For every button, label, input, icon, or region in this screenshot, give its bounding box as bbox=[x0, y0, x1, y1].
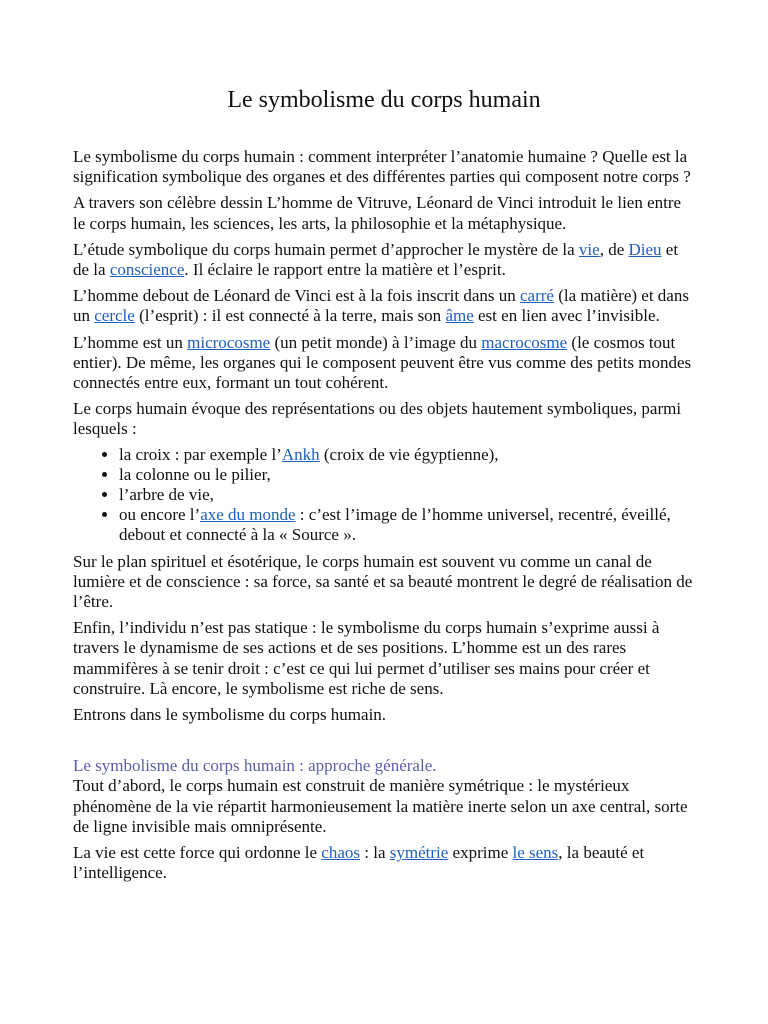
text-segment: (l’esprit) : il est connecté à la terre, mais son bbox=[134, 306, 446, 326]
vitruve-paragraph: A travers son célèbre dessin L’homme de Vitruve, Léonard de Vinci introduit le lien entre le corps humain, les sciences, les arts, la philosophie et la métaphysique. bbox=[73, 193, 682, 233]
spiritual-paragraph: Sur le plan spirituel et ésotérique, le corps humain est souvent vu comme un canal de lumière et de conscience : sa force, sa santé et sa beauté montrent le degré de réalisation de l’être. bbox=[73, 551, 693, 612]
enter-paragraph: Entrons dans le symbolisme du corps humain. bbox=[73, 705, 387, 725]
representations-paragraph: Le corps humain évoque des représentations ou des objets hautement symboliques, parmi lesquels : bbox=[73, 399, 682, 439]
link-chaos[interactable]: chaos bbox=[321, 843, 360, 863]
text-segment: L’étude symbolique du corps humain permet d’approcher le mystère de la bbox=[73, 239, 579, 259]
standing-man-paragraph bbox=[73, 286, 695, 326]
text-segment: (croix de vie égyptienne), bbox=[319, 444, 499, 464]
dynamism-paragraph: Enfin, l’individu n’est pas statique : le symbolisme du corps humain s’exprime aussi à travers le dynamisme de ses actions et de ses positions. L’homme est un des rares mammifères à se tenir droit : c’est ce qui lui permet d’utiliser ses mains pour créer et construire. Là encore, le symbolisme est riche de sens. bbox=[73, 618, 660, 698]
link-microcosme[interactable]: microcosme bbox=[187, 332, 271, 352]
symbols-list bbox=[73, 445, 695, 546]
microcosm-paragraph bbox=[73, 333, 695, 394]
link-axe-du-monde[interactable]: axe du monde bbox=[200, 505, 296, 525]
study-paragraph bbox=[73, 240, 695, 280]
symmetry-paragraph: Tout d’abord, le corps humain est construit de manière symétrique : le mystérieux phénomène de la vie répartit harmonieusement la matière inerte selon un axe central, sorte de ligne invisible mais omniprésente. bbox=[73, 776, 688, 836]
link-ankh[interactable]: Ankh bbox=[281, 444, 320, 464]
list-item: • l’arbre de vie, bbox=[119, 485, 695, 505]
text-segment: , de bbox=[599, 239, 629, 259]
text-segment: L’homme est un bbox=[73, 332, 188, 352]
text-segment: : c’est l’image de l’homme universel, recentré, éveillé, debout et connecté à la « Source ». bbox=[119, 505, 671, 545]
link-macrocosme[interactable]: macrocosme bbox=[481, 332, 568, 352]
life-force-paragraph bbox=[73, 843, 695, 883]
text-segment: (la matière) et dans un bbox=[73, 286, 689, 326]
list-item bbox=[119, 505, 695, 545]
link-vie[interactable]: vie bbox=[578, 239, 600, 259]
link-carre[interactable]: carré bbox=[520, 286, 554, 306]
text-segment: L’homme debout de Léonard de Vinci est à la fois inscrit dans un bbox=[73, 286, 521, 306]
link-le-sens[interactable]: le sens bbox=[512, 843, 559, 863]
text-segment: . Il éclaire le rapport entre la matière et l’esprit. bbox=[184, 260, 506, 280]
text-segment: La vie est cette force qui ordonne le bbox=[73, 843, 322, 863]
text-segment: (un petit monde) à l’image du bbox=[270, 332, 482, 352]
text-segment: exprime bbox=[448, 843, 513, 863]
link-ame[interactable]: âme bbox=[445, 306, 474, 326]
list-item: • la colonne ou le pilier, bbox=[119, 465, 695, 485]
link-conscience[interactable]: conscience bbox=[109, 260, 185, 280]
link-dieu[interactable]: Dieu bbox=[628, 239, 662, 259]
text-segment: et de la bbox=[73, 239, 679, 280]
text-segment: (le cosmos tout entier). De même, les organes qui le composent peuvent être vus comme des petits mondes connectés entre eux, formant un tout cohérent. bbox=[73, 332, 692, 393]
text-segment: ou encore l’ bbox=[119, 505, 201, 525]
text-segment: : la bbox=[360, 843, 390, 863]
page-title: Le symbolisme du corps humain bbox=[227, 87, 541, 113]
list-item bbox=[119, 445, 695, 465]
intro-paragraph: Le symbolisme du corps humain : comment interpréter l’anatomie humaine ? Quelle est la signification symbolique des organes et des différentes parties qui composent notre corps ? bbox=[73, 147, 691, 187]
text-segment: est en lien avec l’invisible. bbox=[473, 306, 660, 326]
link-symetrie[interactable]: symétrie bbox=[389, 843, 449, 863]
text-segment: , la beauté et l’intelligence. bbox=[73, 843, 645, 883]
link-cercle[interactable]: cercle bbox=[94, 306, 135, 326]
text-segment: la croix : par exemple l’ bbox=[119, 444, 282, 464]
section-heading: Le symbolisme du corps humain : approche générale. bbox=[73, 756, 437, 776]
